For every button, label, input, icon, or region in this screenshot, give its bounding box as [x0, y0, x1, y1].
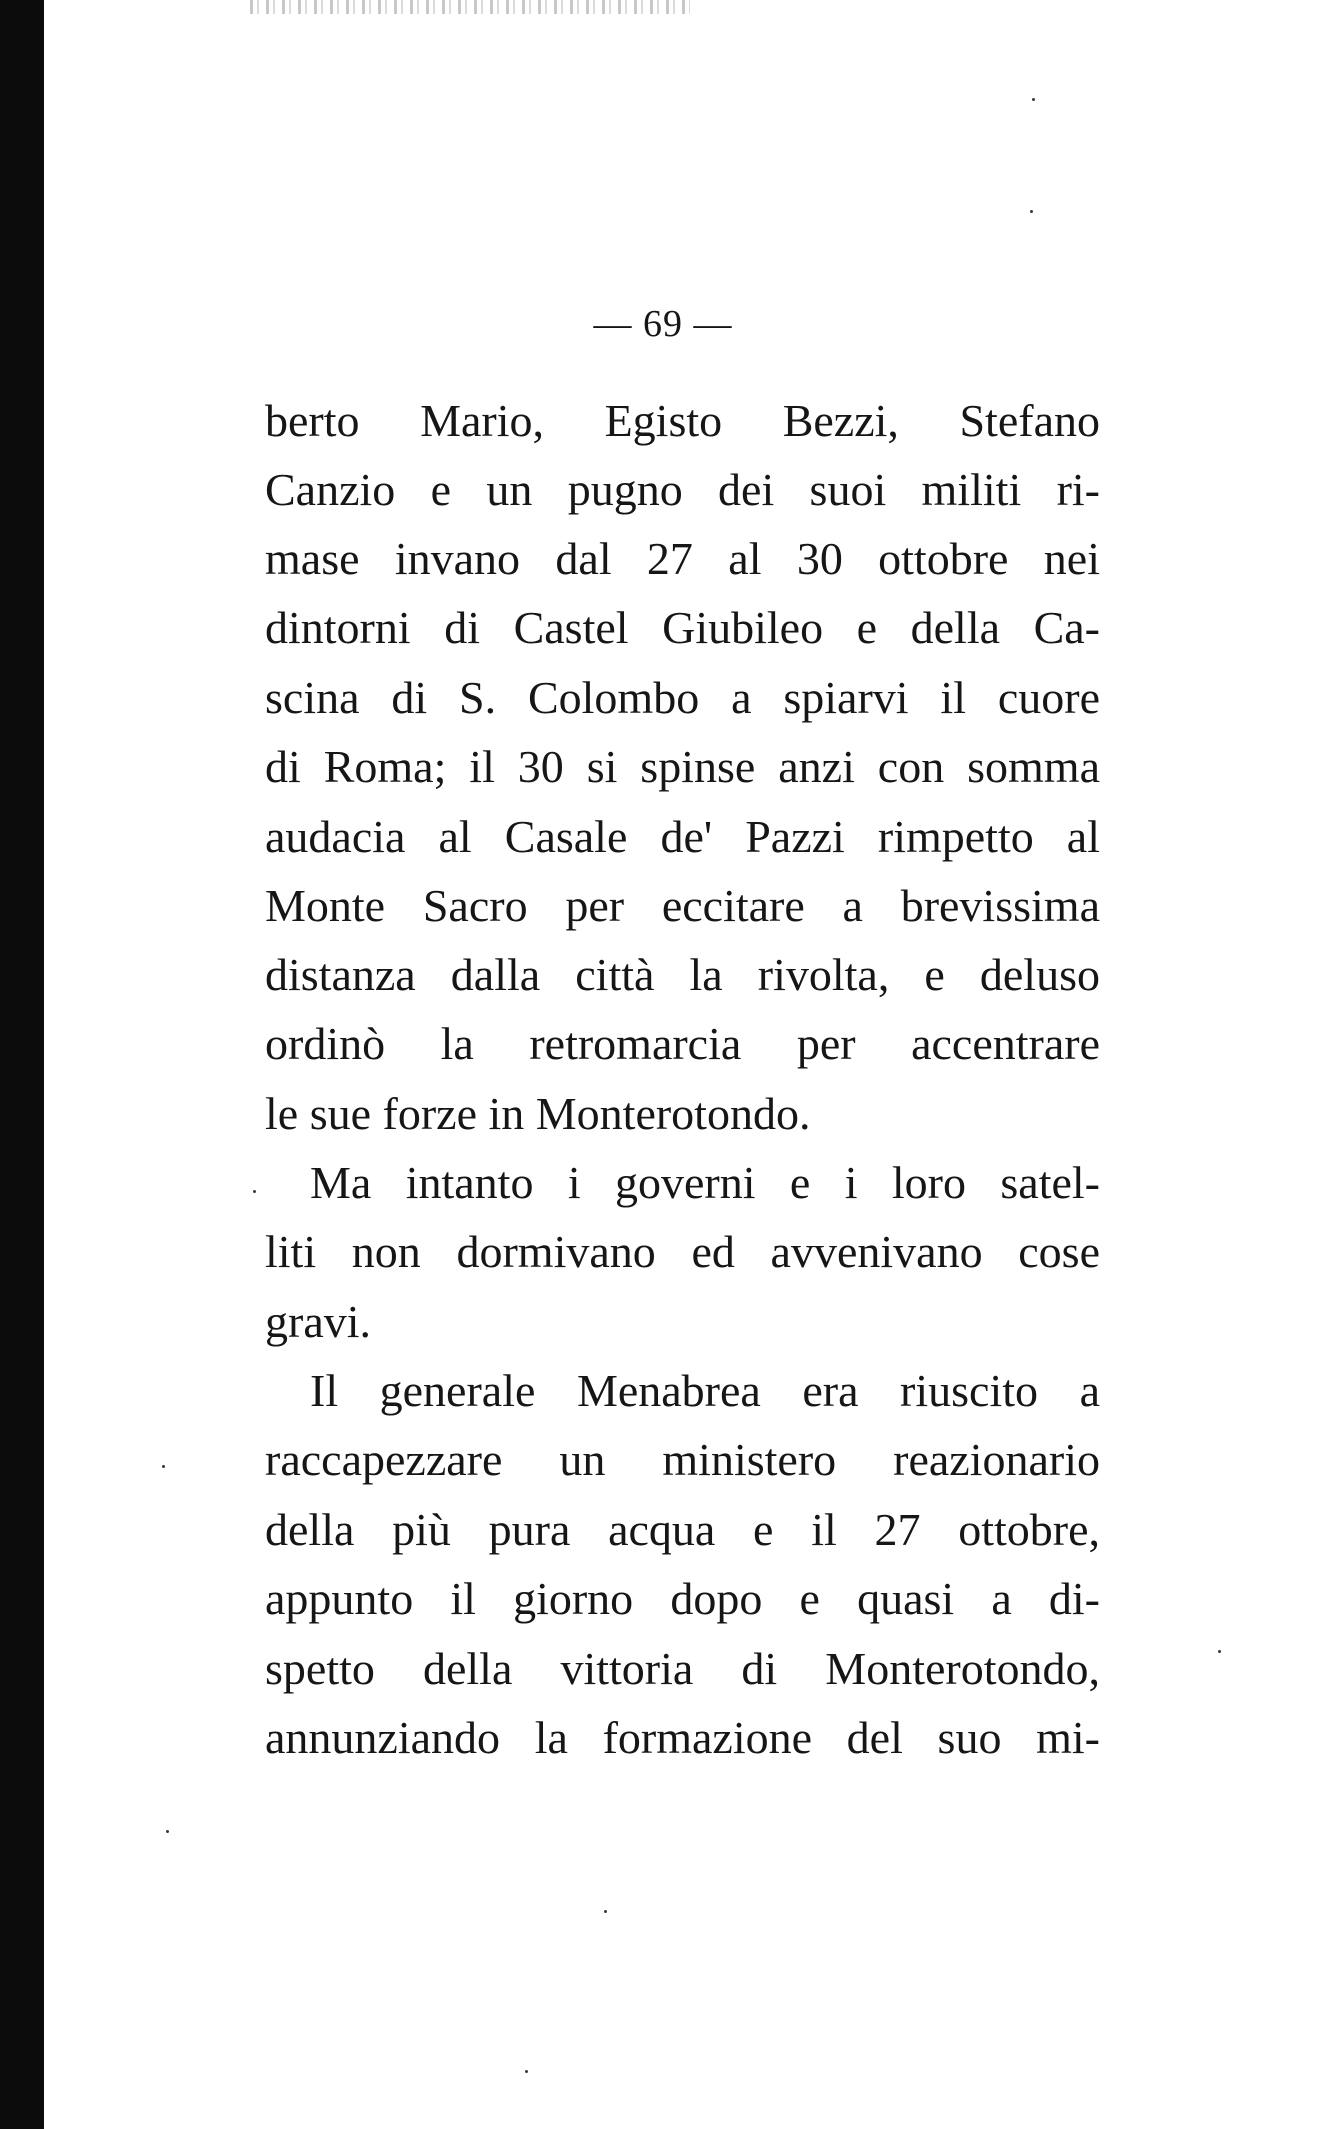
- text-line: della più pura acqua e il 27 ottobre,: [265, 1504, 1100, 1555]
- text-line: annunziando la formazione del suo mi-: [265, 1712, 1100, 1763]
- text-line: distanza dalla città la rivolta, e deluso: [265, 949, 1100, 1000]
- scan-speck: [604, 1910, 607, 1913]
- text-line: scina di S. Colombo a spiarvi il cuore: [265, 672, 1100, 723]
- page-number: — 69 —: [593, 303, 733, 345]
- text-line: appunto il giorno dopo e quasi a di-: [265, 1573, 1100, 1624]
- text-line: ordinò la retromarcia per accentrare: [265, 1018, 1100, 1069]
- scan-speck: [1030, 210, 1033, 213]
- scan-speck: [1218, 1650, 1221, 1653]
- text-line: spetto della vittoria di Monterotondo,: [265, 1643, 1100, 1694]
- scan-speck: [162, 1465, 165, 1468]
- scan-noise: [250, 0, 690, 14]
- text-line: mase invano dal 27 al 30 ottobre nei: [265, 533, 1100, 584]
- paragraph-first-line: Il generale Menabrea era riuscito a: [310, 1365, 1100, 1416]
- text-line: le sue forze in Monterotondo.: [265, 1088, 811, 1139]
- scan-speck: [166, 1830, 169, 1833]
- scan-speck: [253, 1190, 256, 1193]
- text-line: gravi.: [265, 1296, 372, 1347]
- text-line: audacia al Casale de' Pazzi rimpetto al: [265, 811, 1100, 862]
- text-line: Monte Sacro per eccitare a brevissima: [265, 880, 1100, 931]
- scan-speck: [525, 2070, 528, 2073]
- text-line: berto Mario, Egisto Bezzi, Stefano: [265, 395, 1100, 446]
- text-line: Canzio e un pugno dei suoi militi ri-: [265, 464, 1100, 515]
- text-line: di Roma; il 30 si spinse anzi con somma: [265, 741, 1100, 792]
- text-line: dintorni di Castel Giubileo e della Ca-: [265, 602, 1100, 653]
- scan-speck: [1032, 98, 1035, 101]
- text-line: raccapezzare un ministero reazionario: [265, 1434, 1100, 1485]
- paragraph-first-line: Ma intanto i governi e i loro satel-: [310, 1157, 1100, 1208]
- text-line: liti non dormivano ed avvenivano cose: [265, 1226, 1100, 1277]
